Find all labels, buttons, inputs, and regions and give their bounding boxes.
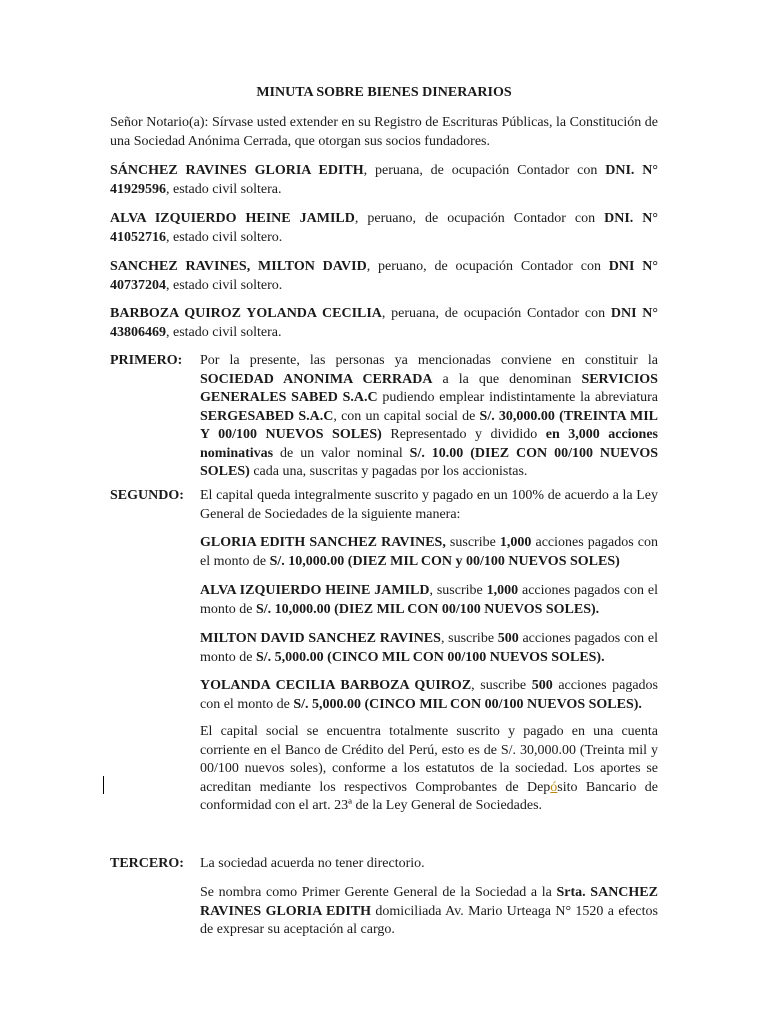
text-cursor [103, 776, 104, 794]
tercero-paragraph: La sociedad acuerda no tener directorio. [200, 856, 425, 871]
section-label-tercero: TERCERO: [110, 856, 184, 871]
socio-name: BARBOZA QUIROZ YOLANDA CECILIA [110, 306, 382, 321]
socio-name: SÁNCHEZ RAVINES GLORIA EDITH [110, 163, 364, 178]
section-label-segundo: SEGUNDO: [110, 488, 184, 503]
segundo-intro: El capital queda integralmente suscrito y pagado en un 100% de acuerdo a la Ley General de Sociedades de la siguiente manera: [200, 488, 658, 522]
socio-dni: 43806469 [110, 324, 166, 340]
socio-name: SANCHEZ RAVINES, MILTON DAVID [110, 259, 367, 274]
aporte-paragraph-1: GLORIA EDITH SANCHEZ RAVINES, suscribe 1,000 acciones pagados con el monto de S/. 10,000.00 (DIEZ MIL CON y 00/100 NUEVOS SOLES) [200, 535, 658, 569]
aporte-paragraph-3: MILTON DAVID SANCHEZ RAVINES, suscribe 500 acciones pagados con el monto de S/. 5,000.00 (CINCO MIL CON 00/100 NUEVOS SOLES). [200, 631, 658, 665]
socio-name: ALVA IZQUIERDO HEINE JAMILD [110, 211, 355, 226]
capital-paragraph: El capital social se encuentra totalmente suscrito y pagado en una cuenta corriente en el Banco de Crédito del Perú, esto es de S/. 30,000.00 (Treinta mil y 00/100 nuevos soles), conforme a los estatutos de la sociedad. Los aportes se acreditan mediante los respectivos Comprobantes de Depósito Bancario de conformidad con el art. 23ª de la Ley General de Sociedades. [200, 724, 658, 813]
socio-dni: 41929596 [110, 181, 166, 197]
socio-paragraph-1: SÁNCHEZ RAVINES GLORIA EDITH, peruana, de ocupación Contador con DNI. N° 41929596, estado civil soltera. [110, 163, 658, 197]
gerente-paragraph: Se nombra como Primer Gerente General de la Sociedad a la Srta. SANCHEZ RAVINES GLORIA EDITH domiciliada Av. Mario Urteaga N° 1520 a efectos de expresar su aceptación al cargo. [200, 885, 658, 937]
socio-paragraph-2: ALVA IZQUIERDO HEINE JAMILD, peruano, de ocupación Contador con DNI. N° 41052716, estado civil soltero. [110, 211, 658, 245]
document-title: MINUTA SOBRE BIENES DINERARIOS [256, 85, 512, 100]
aporte-paragraph-4: YOLANDA CECILIA BARBOZA QUIROZ, suscribe 500 acciones pagados con el monto de S/. 5,000.00 (CINCO MIL CON 00/100 NUEVOS SOLES). [200, 678, 658, 712]
socio-paragraph-3: SANCHEZ RAVINES, MILTON DAVID, peruano, de ocupación Contador con DNI N° 40737204, estado civil soltero. [110, 259, 658, 293]
socio-paragraph-4: BARBOZA QUIROZ YOLANDA CECILIA, peruana, de ocupación Contador con DNI N° 43806469, estado civil soltera. [110, 306, 658, 340]
spelling-highlight: ó [550, 779, 558, 795]
primero-paragraph: Por la presente, las personas ya mencionadas conviene en constituir la SOCIEDAD ANONIMA CERRADA a la que denominan SERVICIOS GENERALES SABED S.A.C pudiendo emplear indistintamente la abreviatura SERGESABED S.A.C, con un capital social de S/. 30,000.00 (TREINTA MIL Y 00/100 NUEVOS SOLES) Representado y dividido en 3,000 acciones nominativas de un valor nominal S/. 10.00 (DIEZ CON 00/100 NUEVOS SOLES) cada una, suscritas y pagadas por los accionistas. [200, 353, 658, 479]
socio-dni: 40737204 [110, 277, 166, 293]
section-label-primero: PRIMERO: [110, 353, 183, 368]
aporte-paragraph-2: ALVA IZQUIERDO HEINE JAMILD, suscribe 1,000 acciones pagados con el monto de S/. 10,000.00 (DIEZ MIL CON 00/100 NUEVOS SOLES). [200, 583, 658, 617]
socio-dni: 41052716 [110, 229, 166, 245]
intro-paragraph: Señor Notario(a): Sírvase usted extender en su Registro de Escrituras Públicas, la Constitución de una Sociedad Anónima Cerrada, que otorgan sus socios fundadores. [110, 115, 658, 149]
